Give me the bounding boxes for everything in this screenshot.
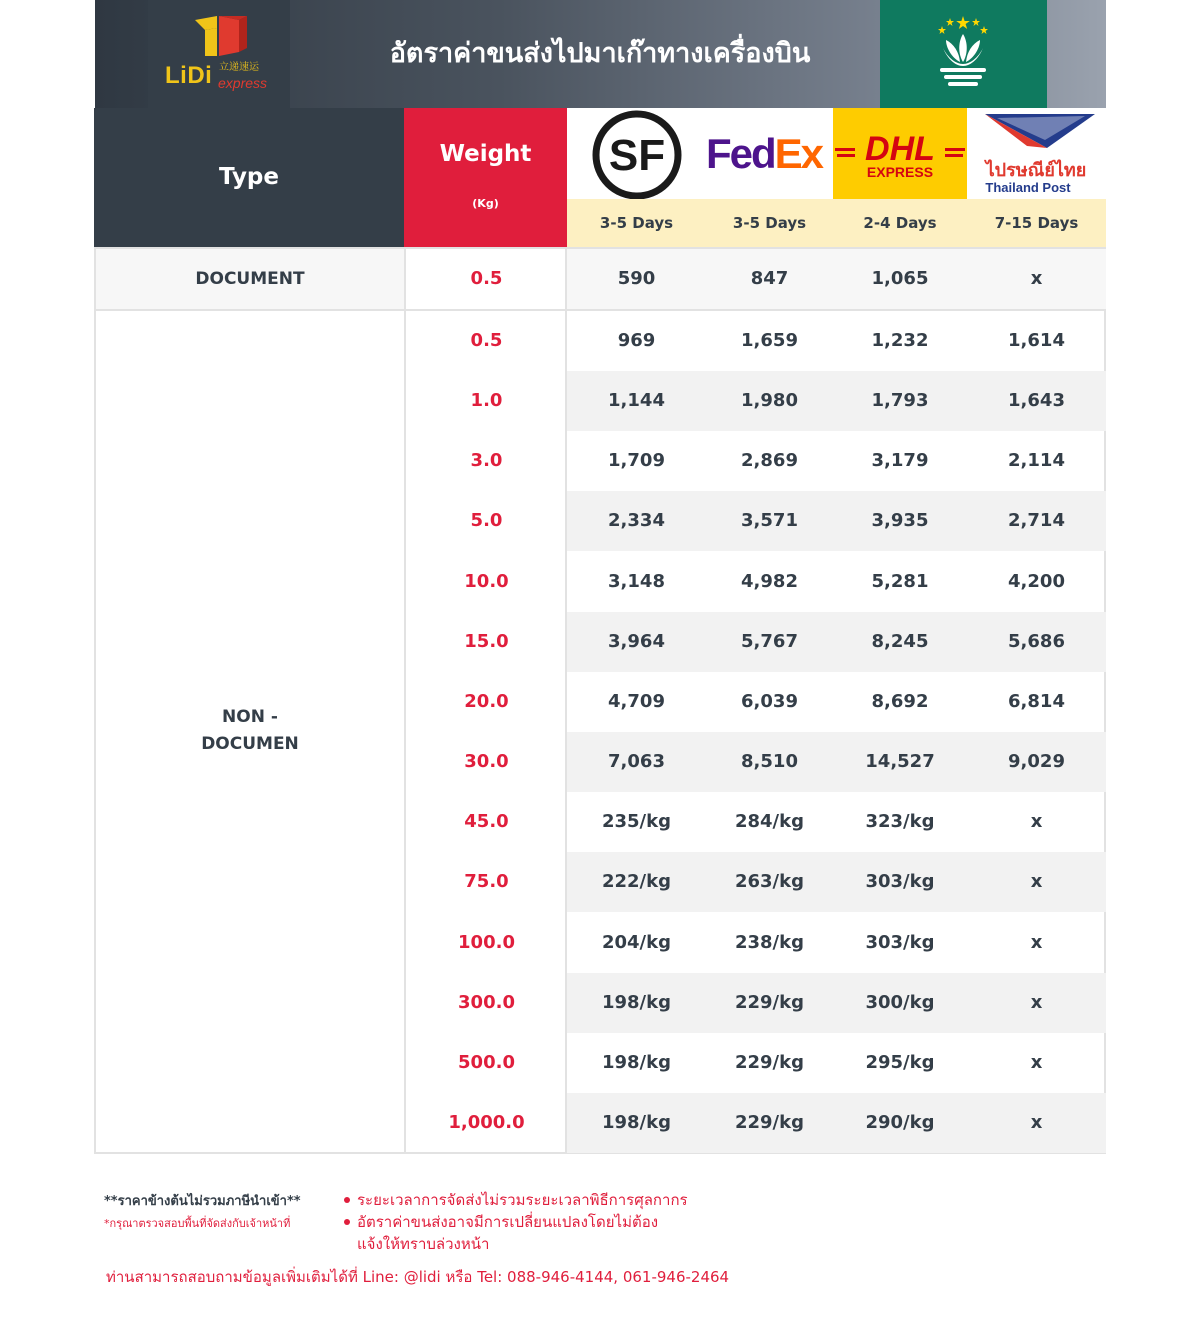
price-sf: 198/kg — [601, 991, 671, 1013]
type-non-document — [96, 704, 404, 758]
table-row — [406, 913, 1106, 973]
cube-logo-icon — [195, 16, 247, 60]
macau-flag-icon — [880, 0, 1047, 108]
price-fedex: 263/kg — [734, 871, 804, 893]
price-dhl: 1,232 — [871, 330, 929, 351]
price-fedex: 847 — [750, 268, 789, 289]
price-dhl: 1,065 — [871, 268, 929, 289]
weight-unit-label: (Kg) — [472, 197, 499, 210]
price-thailand-post: x — [1030, 931, 1043, 953]
price-thailand-post: x — [1030, 1051, 1043, 1073]
price-cells — [567, 1093, 1106, 1153]
table-row — [406, 491, 1106, 551]
weight-cell: 300.0 — [458, 991, 515, 1013]
price-cells — [567, 792, 1106, 852]
price-thailand-post: 4,200 — [1008, 570, 1065, 592]
note-bullet: ระยะเวลาการจัดส่งไม่รวมระยะเวลาพิธีการศุลกากร — [344, 1189, 688, 1211]
table-row — [406, 852, 1106, 912]
price-fedex: 1,980 — [741, 390, 798, 412]
price-fedex: 4,982 — [741, 570, 798, 592]
divider — [565, 249, 567, 1154]
price-thailand-post: 5,686 — [1008, 630, 1065, 652]
weight-cell: 0.5 — [470, 268, 503, 289]
column-header-weight — [404, 108, 567, 247]
weight-cell: 10.0 — [464, 570, 509, 592]
weight-cell: 75.0 — [464, 871, 509, 893]
days-sf: 3-5 Days — [599, 214, 674, 232]
price-cells — [567, 552, 1106, 612]
price-thailand-post: 1,614 — [1008, 330, 1065, 351]
price-thailand-post: x — [1030, 811, 1043, 833]
price-sf: 7,063 — [608, 751, 665, 773]
price-sf: 1,709 — [608, 450, 665, 472]
page-title: อัตราค่าขนส่งไปมาเก๊าทางเครื่องบิน — [389, 38, 811, 69]
price-thailand-post: 2,714 — [1008, 510, 1065, 532]
svg-text:EXPRESS: EXPRESS — [866, 164, 934, 180]
price-cells — [567, 1033, 1106, 1093]
price-dhl: 3,935 — [871, 510, 929, 532]
price-cells — [567, 311, 1106, 371]
price-dhl: 300/kg — [865, 991, 935, 1013]
table-row — [406, 552, 1106, 612]
svg-text:Thailand Post: Thailand Post — [985, 180, 1071, 195]
price-dhl: 3,179 — [871, 450, 929, 472]
price-sf: 204/kg — [601, 931, 671, 953]
price-dhl: 295/kg — [865, 1051, 935, 1073]
price-thailand-post: x — [1030, 1111, 1043, 1133]
table-row — [406, 732, 1106, 792]
table-row — [406, 371, 1106, 431]
price-fedex: 229/kg — [734, 1051, 804, 1073]
days-thailand-post: 7-15 Days — [994, 214, 1079, 232]
price-cells — [567, 732, 1106, 792]
price-fedex: 3,571 — [741, 510, 798, 532]
weight-cell: 0.5 — [470, 330, 503, 351]
svg-text:ไปรษณีย์ไทย: ไปรษณีย์ไทย — [985, 160, 1087, 181]
delivery-days-row — [567, 199, 1106, 247]
price-fedex: 229/kg — [734, 1111, 804, 1133]
svg-text:DHL: DHL — [865, 130, 935, 168]
price-dhl: 8,692 — [871, 690, 929, 712]
price-sf: 3,964 — [608, 630, 665, 652]
price-fedex: 6,039 — [741, 690, 798, 712]
price-dhl: 323/kg — [865, 811, 935, 833]
price-dhl: 290/kg — [865, 1111, 935, 1133]
weight-cell: 1.0 — [470, 390, 503, 412]
days-dhl: 2-4 Days — [863, 214, 937, 232]
price-thailand-post: 6,814 — [1008, 690, 1065, 712]
weight-cell: 30.0 — [464, 751, 509, 773]
price-sf: 3,148 — [608, 570, 665, 592]
price-dhl: 5,281 — [871, 570, 929, 592]
price-sf: 198/kg — [601, 1111, 671, 1133]
sf-express-logo — [567, 108, 706, 199]
notes-list — [344, 1189, 688, 1255]
price-thailand-post: 2,114 — [1008, 450, 1065, 472]
price-cells — [567, 371, 1106, 431]
price-sf: 222/kg — [601, 871, 671, 893]
days-fedex: 3-5 Days — [732, 214, 807, 232]
price-thailand-post: x — [1030, 871, 1043, 893]
type-non-document-line1: NON - — [222, 707, 278, 727]
price-sf: 590 — [617, 268, 656, 289]
weight-cell: 500.0 — [458, 1051, 515, 1073]
column-header-type: Type — [94, 108, 404, 247]
table-row — [406, 672, 1106, 732]
contact-info: ท่านสามารถสอบถามข้อมูลเพิ่มเติมได้ที่ Line: @lidi หรือ Tel: 088-946-4144, 061-946-2464 — [106, 1268, 730, 1286]
price-sf: 2,334 — [608, 510, 665, 532]
price-fedex: 229/kg — [734, 991, 804, 1013]
lidi-logo — [148, 0, 290, 108]
table-row — [406, 431, 1106, 491]
price-fedex: 238/kg — [734, 931, 804, 953]
table-row — [406, 612, 1106, 672]
type-non-document-line2: DOCUMEN — [201, 734, 299, 754]
price-thailand-post: x — [1030, 991, 1043, 1013]
price-cells — [567, 431, 1106, 491]
price-fedex: 5,767 — [741, 630, 798, 652]
table-row — [406, 973, 1106, 1033]
price-fedex: 2,869 — [741, 450, 798, 472]
type-document: DOCUMENT — [96, 249, 404, 309]
price-sf: 235/kg — [601, 811, 671, 833]
weight-label: Weight — [439, 141, 532, 167]
weight-cell: 1,000.0 — [448, 1111, 525, 1133]
price-cells — [567, 672, 1106, 732]
price-fedex: 8,510 — [741, 751, 798, 773]
logo-express-text: express — [218, 75, 268, 91]
price-sf: 969 — [617, 330, 656, 351]
fedex-logo — [706, 108, 832, 199]
weight-cell: 5.0 — [470, 510, 503, 532]
svg-text:SF: SF — [608, 131, 666, 180]
price-sf: 1,144 — [608, 390, 665, 412]
price-dhl: 303/kg — [865, 931, 935, 953]
table-row — [406, 792, 1106, 852]
price-cells — [567, 852, 1106, 912]
header-banner — [95, 0, 1106, 108]
price-dhl: 14,527 — [865, 751, 935, 773]
weight-cell: 15.0 — [464, 630, 509, 652]
price-fedex: 1,659 — [741, 330, 798, 351]
price-dhl: 8,245 — [871, 630, 929, 652]
area-note: *กรุณาตรวจสอบพื้นที่จัดส่งกับเจ้าหน้าที่ — [104, 1217, 291, 1230]
logo-wordmark: LiDi — [165, 62, 213, 89]
table-row — [406, 1093, 1106, 1153]
price-cells — [567, 612, 1106, 672]
weight-cell: 20.0 — [464, 690, 509, 712]
price-thailand-post: 9,029 — [1008, 751, 1065, 773]
svg-text:FedEx: FedEx — [706, 130, 823, 177]
table-row — [406, 1033, 1106, 1093]
divider — [404, 249, 406, 1154]
price-cells — [567, 973, 1106, 1033]
price-sf: 198/kg — [601, 1051, 671, 1073]
note-bullet-continued: แจ้งให้ทราบล่วงหน้า — [357, 1235, 490, 1253]
rate-table — [94, 247, 1106, 1154]
price-thailand-post: 1,643 — [1008, 390, 1065, 412]
price-cells — [567, 913, 1106, 973]
price-fedex: 284/kg — [734, 811, 804, 833]
price-sf: 4,709 — [608, 690, 665, 712]
note-bullet: อัตราค่าขนส่งอาจมีการเปลี่ยนแปลงโดยไม่ต้อง — [344, 1211, 688, 1233]
tax-note: **ราคาข้างต้นไม่รวมภาษีนำเข้า** — [104, 1194, 301, 1209]
price-cells — [567, 491, 1106, 551]
price-dhl: 303/kg — [865, 871, 935, 893]
thailand-post-logo — [967, 108, 1106, 199]
table-row — [406, 249, 1106, 309]
weight-cell: 3.0 — [470, 450, 503, 472]
logo-chinese-text: 立递速运 — [219, 62, 259, 73]
weight-cell: 100.0 — [458, 931, 515, 953]
weight-cell: 45.0 — [464, 811, 509, 833]
table-row — [406, 311, 1106, 371]
price-dhl: 1,793 — [871, 390, 929, 412]
dhl-express-logo — [833, 108, 967, 199]
price-thailand-post: x — [1030, 268, 1043, 289]
